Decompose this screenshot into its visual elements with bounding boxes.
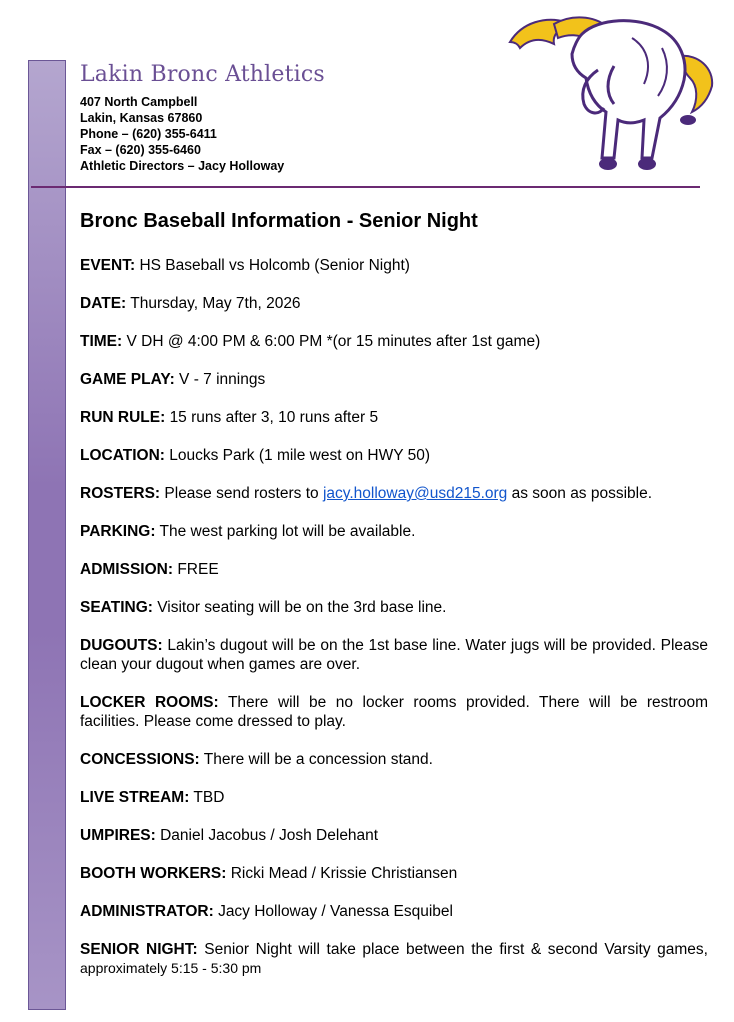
info-row-booth-workers — [80, 864, 708, 883]
row-label: RUN RULE: — [80, 409, 166, 426]
row-label: SEATING: — [80, 599, 153, 616]
info-row-date — [80, 294, 708, 313]
athletic-directors-line: Athletic Directors – Jacy Holloway — [80, 159, 285, 173]
row-value: Senior Night will take place between the first & second Varsity games, — [204, 941, 708, 958]
row-value-small: approximately 5:15 - 5:30 pm — [80, 960, 262, 976]
row-label: SENIOR NIGHT: — [80, 941, 198, 958]
address-block — [80, 94, 284, 174]
row-value: Ricki Mead / Krissie Christiansen — [230, 865, 458, 882]
info-row-locker-rooms — [80, 693, 708, 731]
row-label: ADMISSION: — [80, 561, 173, 578]
info-row-time — [80, 332, 708, 351]
row-label: BOOTH WORKERS: — [80, 865, 227, 882]
row-value: There will be no locker rooms provided. There will be restroom facilities. Please come dressed to play. — [80, 694, 708, 730]
info-row-senior-night — [80, 940, 708, 978]
row-label: LOCATION: — [80, 447, 165, 464]
row-label: CONCESSIONS: — [80, 751, 200, 768]
row-value: Please send rosters to — [164, 485, 319, 502]
row-value: 15 runs after 3, 10 runs after 5 — [169, 409, 379, 426]
info-row-dugouts — [80, 636, 708, 674]
info-list — [80, 256, 708, 997]
info-row-event — [80, 256, 708, 275]
info-row-seating — [80, 598, 708, 617]
info-row-admission — [80, 560, 708, 579]
row-label: LOCKER ROOMS: — [80, 694, 219, 711]
row-value: V DH @ 4:00 PM & 6:00 PM *(or 15 minutes after 1st game) — [126, 333, 541, 350]
info-row-game-play — [80, 370, 708, 389]
phone-line: Phone – (620) 355-6411 — [80, 127, 217, 141]
row-value: Loucks Park (1 mile west on HWY 50) — [169, 447, 430, 464]
row-value: TBD — [193, 789, 225, 806]
row-label: DATE: — [80, 295, 127, 312]
row-value: There will be a concession stand. — [203, 751, 433, 768]
fax-line: Fax – (620) 355-6460 — [80, 143, 201, 157]
info-row-concessions — [80, 750, 708, 769]
info-row-parking — [80, 522, 708, 541]
row-label: GAME PLAY: — [80, 371, 175, 388]
info-row-run-rule — [80, 408, 708, 427]
row-value: as soon as possible. — [511, 485, 653, 502]
row-value: The west parking lot will be available. — [159, 523, 416, 540]
decorative-side-bar — [28, 60, 66, 1010]
info-row-location — [80, 446, 708, 465]
row-value: FREE — [177, 561, 219, 578]
row-label: DUGOUTS: — [80, 637, 163, 654]
row-value: Daniel Jacobus / Josh Delehant — [160, 827, 379, 844]
info-row-rosters — [80, 484, 708, 503]
row-label: ROSTERS: — [80, 485, 161, 502]
row-label: PARKING: — [80, 523, 156, 540]
row-label: ADMINISTRATOR: — [80, 903, 214, 920]
row-value: HS Baseball vs Holcomb (Senior Night) — [139, 257, 410, 274]
header-divider — [31, 186, 700, 188]
row-label: UMPIRES: — [80, 827, 156, 844]
row-value: Visitor seating will be on the 3rd base line. — [157, 599, 447, 616]
address-line: Lakin, Kansas 67860 — [80, 111, 203, 125]
row-value: V - 7 innings — [179, 371, 266, 388]
brand-title: Lakin Bronc Athletics — [80, 62, 325, 87]
row-value: Thursday, May 7th, 2026 — [130, 295, 301, 312]
row-label: LIVE STREAM: — [80, 789, 190, 806]
document-title: Bronc Baseball Information - Senior Night — [80, 210, 478, 232]
row-label: EVENT: — [80, 257, 136, 274]
row-value: Jacy Holloway / Vanessa Esquibel — [218, 903, 453, 920]
row-label: TIME: — [80, 333, 123, 350]
address-line: 407 North Campbell — [80, 95, 198, 109]
row-value: Lakin’s dugout will be on the 1st base line. Water jugs will be provided. Please clean your dugout when games are over. — [80, 637, 709, 673]
info-row-umpires — [80, 826, 708, 845]
info-row-administrator — [80, 902, 708, 921]
info-row-live-stream — [80, 788, 708, 807]
rosters-email-link[interactable]: jacy.holloway@usd215.org — [322, 485, 508, 502]
bronco-mascot-logo — [502, 8, 718, 176]
